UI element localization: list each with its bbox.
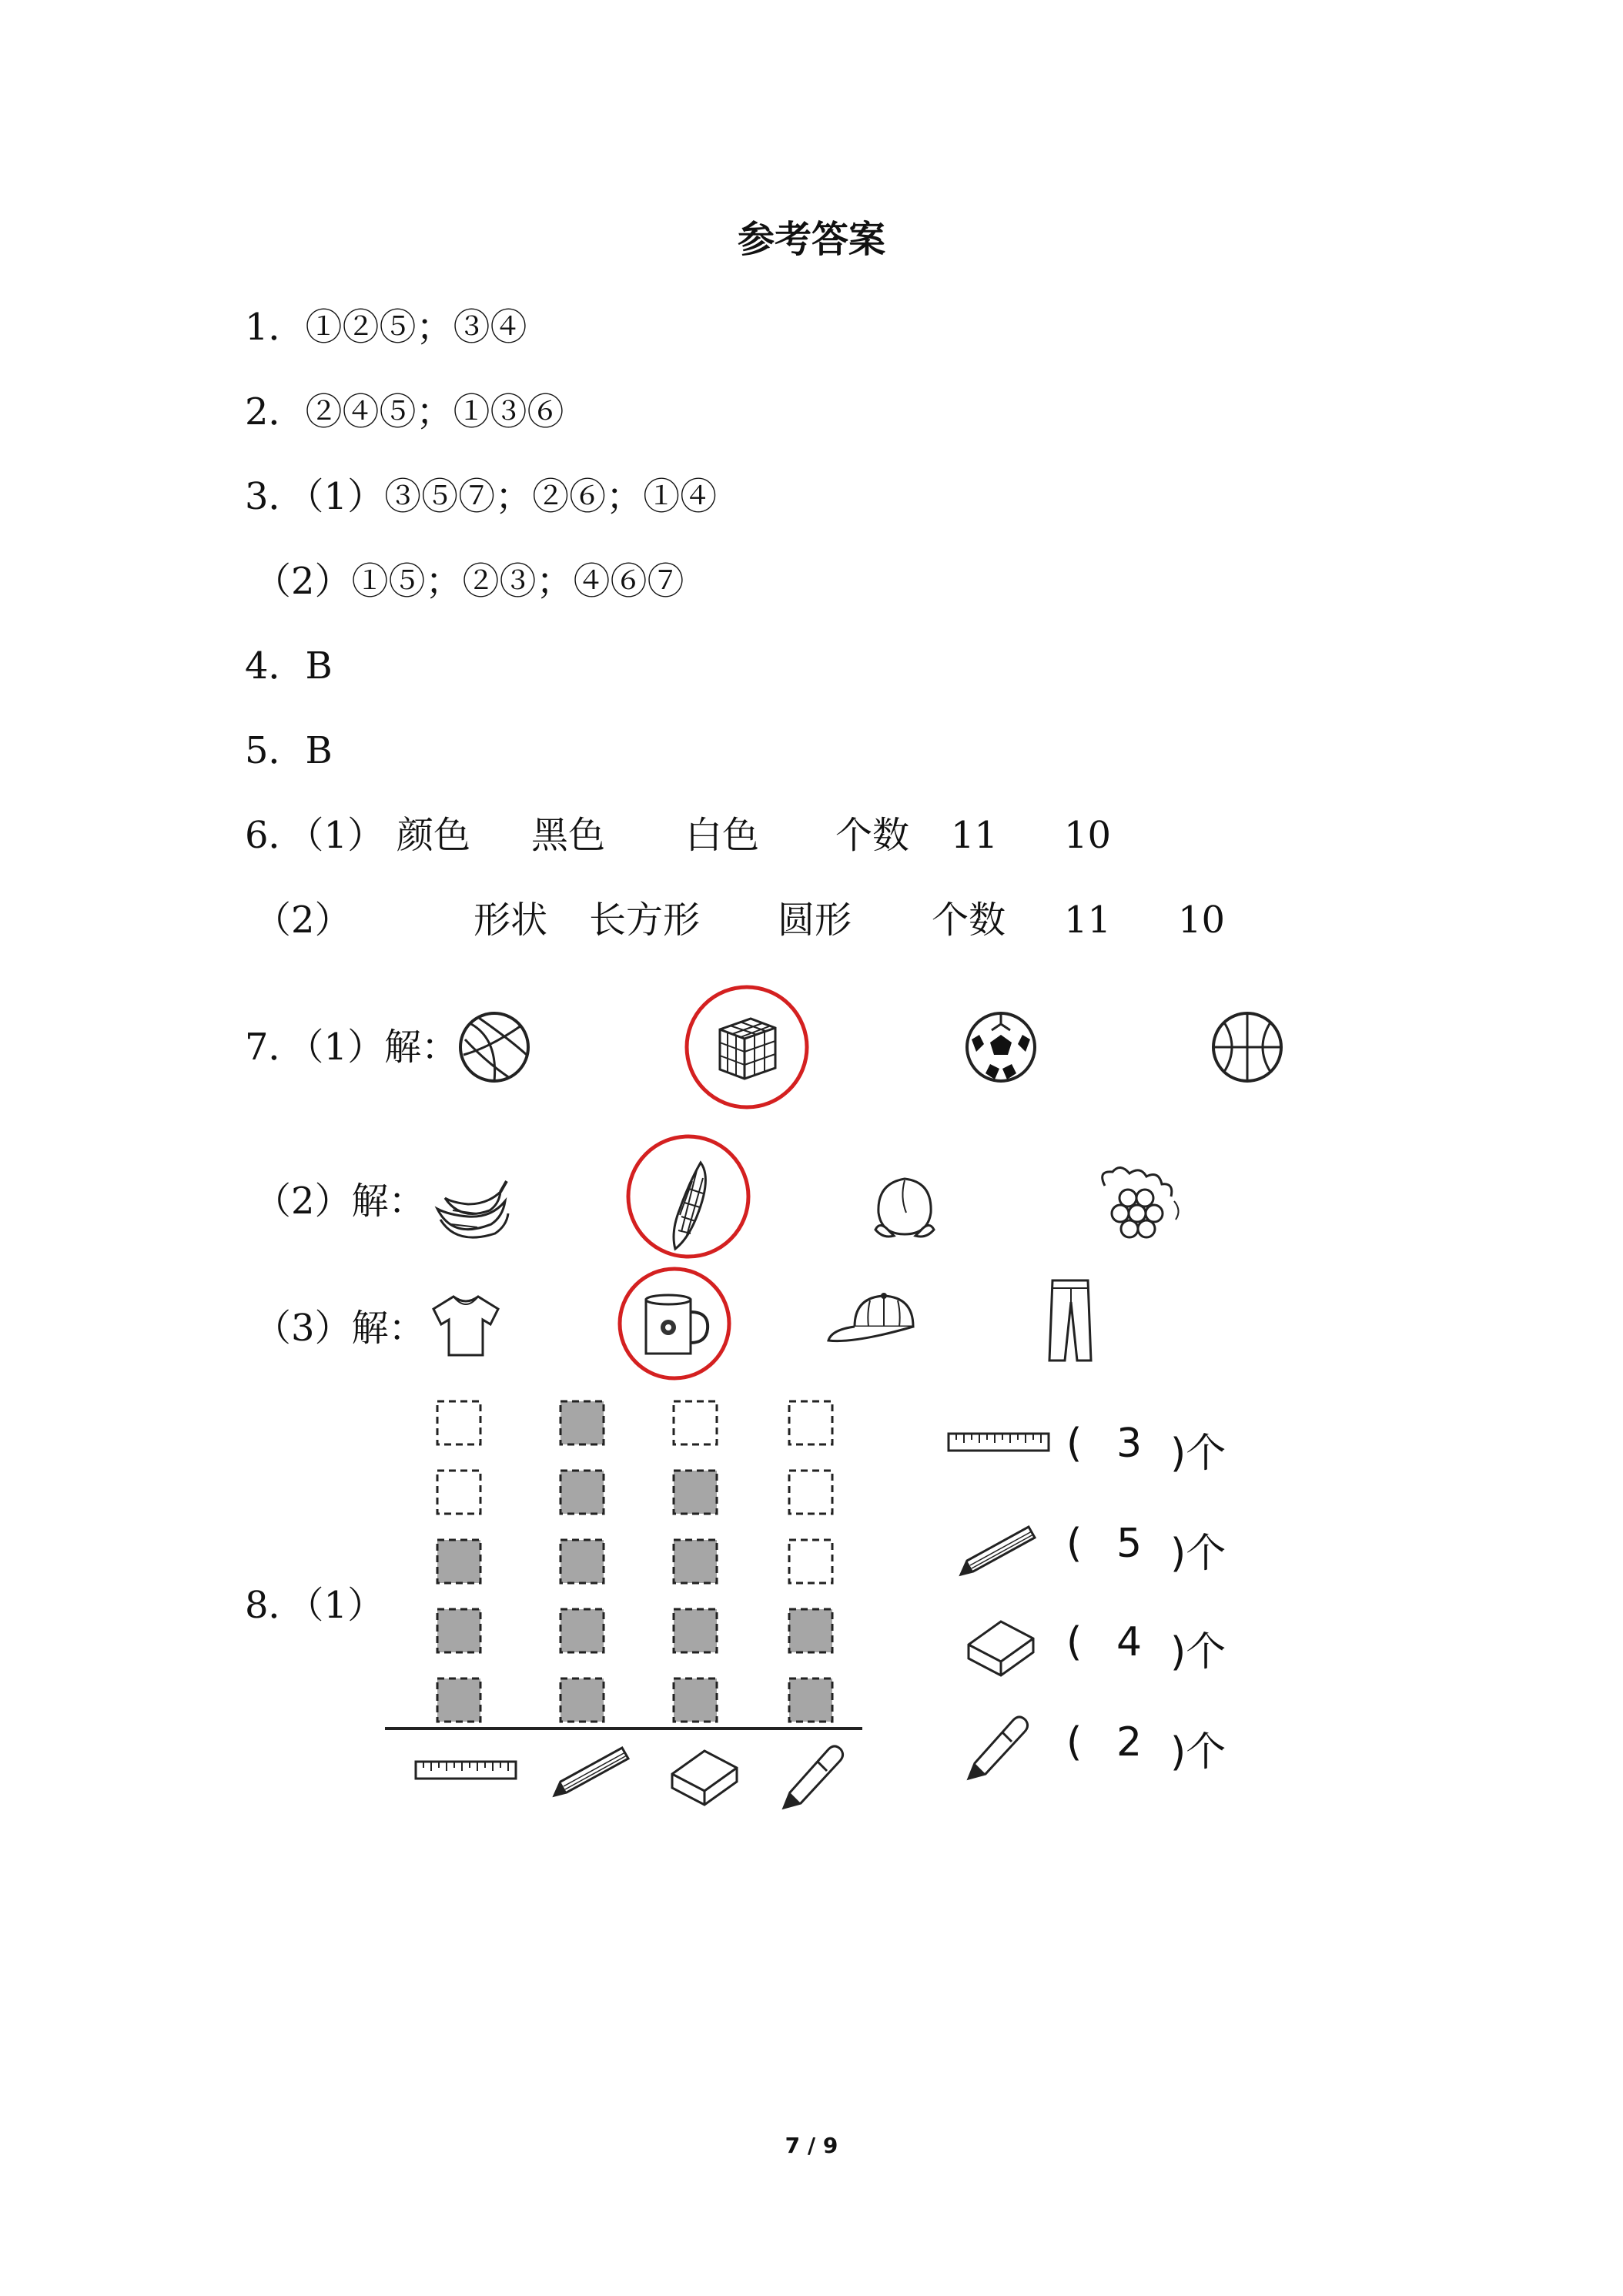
empty-box bbox=[437, 1401, 480, 1444]
answer-6-2-cell: 个数 bbox=[932, 899, 1006, 942]
answer-6-1-prefix: 6．（1） bbox=[245, 814, 385, 857]
answer-8-1-label: 8．（1） bbox=[245, 1584, 385, 1627]
answer-6-2-cell: 10 bbox=[1178, 899, 1226, 942]
filled-box bbox=[561, 1471, 604, 1514]
filled-box bbox=[437, 1678, 480, 1722]
answer-8-open: ( bbox=[1066, 1421, 1083, 1467]
answer-3-2: （2）①⑤；②③；④⑥⑦ bbox=[254, 560, 684, 603]
cap-icon bbox=[824, 1282, 924, 1359]
pencil-icon bbox=[953, 1521, 1046, 1582]
basketball-icon bbox=[1209, 1009, 1286, 1086]
filled-box bbox=[674, 1678, 717, 1722]
empty-box bbox=[789, 1471, 832, 1514]
filled-box bbox=[561, 1678, 604, 1722]
answer-6-1-cell: 白色 bbox=[685, 814, 760, 857]
answer-5: 5．B bbox=[245, 729, 333, 772]
filled-box bbox=[437, 1609, 480, 1652]
answer-6-2-cell: 11 bbox=[1064, 899, 1112, 942]
answer-4: 4．B bbox=[245, 644, 333, 688]
volleyball-icon bbox=[456, 1009, 533, 1086]
empty-box bbox=[789, 1401, 832, 1444]
eraser-icon bbox=[672, 1751, 737, 1805]
selection-circle bbox=[684, 984, 810, 1110]
answer-8-close: )个 bbox=[1170, 1729, 1226, 1776]
answer-7-1-label: 7．（1）解： bbox=[245, 1026, 459, 1069]
answer-8-open: ( bbox=[1066, 1719, 1083, 1766]
soccer-ball-icon bbox=[962, 1009, 1039, 1086]
filled-box bbox=[561, 1540, 604, 1583]
answer-6-1-cell: 11 bbox=[951, 814, 999, 857]
t-shirt-icon bbox=[427, 1286, 504, 1363]
filled-box bbox=[437, 1540, 480, 1583]
pen-icon bbox=[784, 1746, 843, 1808]
answer-8-open: ( bbox=[1066, 1619, 1083, 1665]
answer-3-1: 3．（1）③⑤⑦；②⑥；①④ bbox=[245, 475, 718, 518]
answer-6-2-cell: 长方形 bbox=[589, 899, 701, 942]
filled-box bbox=[789, 1678, 832, 1722]
answer-8-close: )个 bbox=[1170, 1431, 1226, 1477]
selection-circle bbox=[625, 1133, 751, 1260]
answer-6-1-cell: 10 bbox=[1064, 814, 1112, 857]
answer-6-1-cell: 个数 bbox=[835, 814, 910, 857]
answer-2: 2．②④⑤；①③⑥ bbox=[245, 390, 564, 433]
grapes-icon bbox=[1089, 1163, 1190, 1247]
filled-box bbox=[789, 1609, 832, 1652]
trousers-icon bbox=[1036, 1274, 1105, 1367]
answer-8-value-pen: 2 bbox=[1116, 1719, 1143, 1766]
answer-1: 1．①②⑤；③④ bbox=[245, 306, 527, 349]
answer-8-value-ruler: 3 bbox=[1116, 1421, 1143, 1467]
answer-6-2-cell: 形状 bbox=[474, 899, 548, 942]
answer-8-value-pencil: 5 bbox=[1116, 1521, 1143, 1567]
filled-box bbox=[674, 1609, 717, 1652]
filled-box bbox=[674, 1471, 717, 1514]
answer-6-2-prefix: （2） bbox=[254, 899, 352, 942]
answer-7-3-label: （3）解： bbox=[254, 1307, 426, 1350]
filled-box bbox=[674, 1540, 717, 1583]
pencil-icon bbox=[554, 1748, 628, 1796]
ruler-icon bbox=[416, 1762, 516, 1779]
answer-7-2-label: （2）解： bbox=[254, 1180, 426, 1223]
empty-box bbox=[437, 1471, 480, 1514]
answer-6-2-cell: 圆形 bbox=[778, 899, 852, 942]
ruler-icon bbox=[945, 1431, 1053, 1454]
pen-icon bbox=[962, 1709, 1039, 1786]
filled-box bbox=[561, 1401, 604, 1444]
empty-box bbox=[674, 1401, 717, 1444]
eraser-icon bbox=[962, 1609, 1039, 1686]
page-number: 7 / 9 bbox=[785, 2133, 838, 2158]
selection-circle bbox=[616, 1265, 733, 1382]
answer-8-close: )个 bbox=[1170, 1531, 1226, 1577]
answer-6-1-cell: 黑色 bbox=[531, 814, 606, 857]
bananas-icon bbox=[430, 1170, 514, 1247]
empty-box bbox=[789, 1540, 832, 1583]
answer-8-open: ( bbox=[1066, 1521, 1083, 1567]
peach-icon bbox=[866, 1166, 943, 1243]
answer-8-close: )个 bbox=[1170, 1629, 1226, 1675]
answer-6-1-cell: 颜色 bbox=[397, 814, 471, 857]
count-chart bbox=[370, 1386, 878, 1817]
filled-box bbox=[561, 1609, 604, 1652]
page-title: 参考答案 bbox=[737, 218, 885, 261]
answer-8-value-eraser: 4 bbox=[1116, 1619, 1143, 1665]
